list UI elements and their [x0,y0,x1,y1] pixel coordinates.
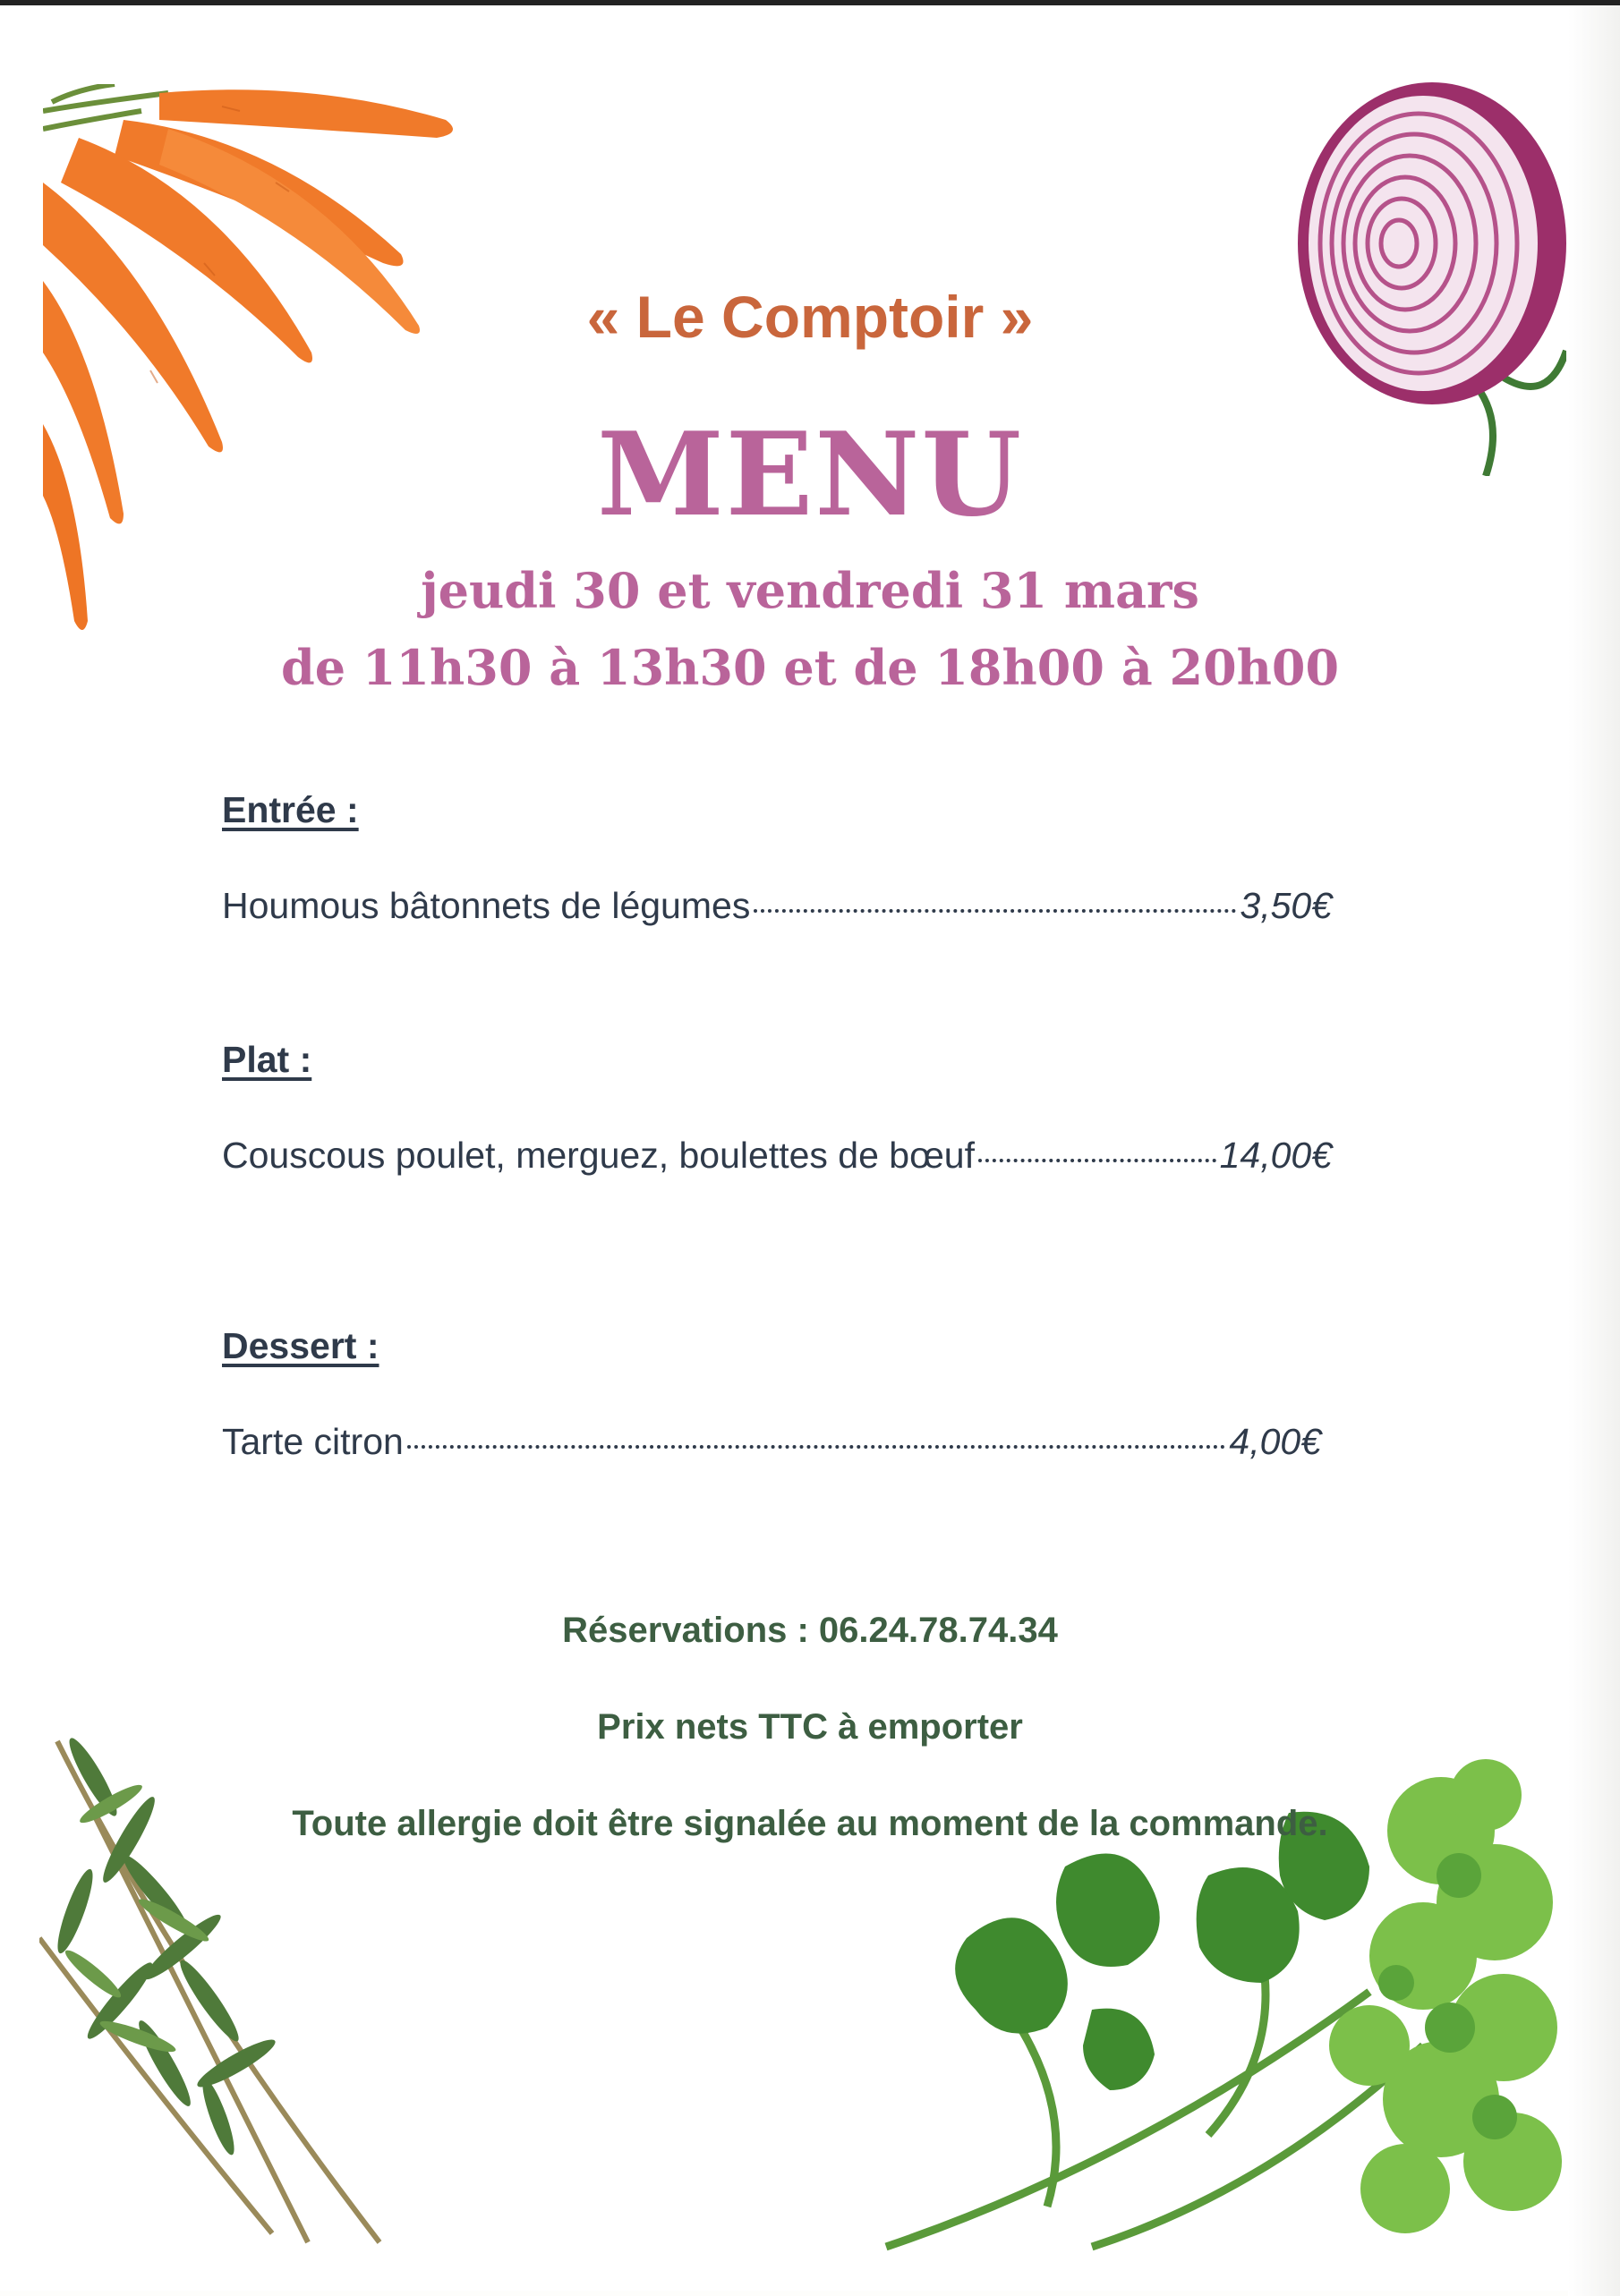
menu-hours: de 11h30 à 13h30 et de 18h00 à 20h00 [280,639,1340,696]
item-name: Houmous bâtonnets de légumes [222,885,751,926]
restaurant-name: « Le Comptoir » [586,284,1034,350]
section-heading-starter: Entrée : [222,789,359,830]
menu-item-main [222,1135,1332,1177]
menu-title: MENU [597,408,1023,542]
prices-note: Prix nets TTC à emporter [597,1707,1023,1747]
rosemary-illustration [39,1705,397,2251]
allergy-note: Toute allergie doit être signalée au moment de la commande. [292,1804,1328,1843]
section-heading-main: Plat : [222,1039,312,1080]
item-name: Couscous poulet, merguez, boulettes de bœuf [222,1135,975,1176]
section-heading-dessert: Dessert : [222,1325,379,1366]
menu-item-dessert [222,1421,1321,1463]
item-price: 14,00€ [1219,1135,1332,1176]
item-price: 3,50€ [1240,885,1332,926]
dot-leader [754,909,1236,913]
menu-dates: jeudi 30 et vendredi 31 mars [421,562,1199,619]
reservations-line: Réservations : 06.24.78.74.34 [562,1611,1058,1650]
item-name: Tarte citron [222,1421,404,1462]
dot-leader [978,1159,1216,1162]
dot-leader [407,1445,1226,1449]
item-price: 4,00€ [1229,1421,1321,1462]
menu-item-starter [222,885,1332,927]
